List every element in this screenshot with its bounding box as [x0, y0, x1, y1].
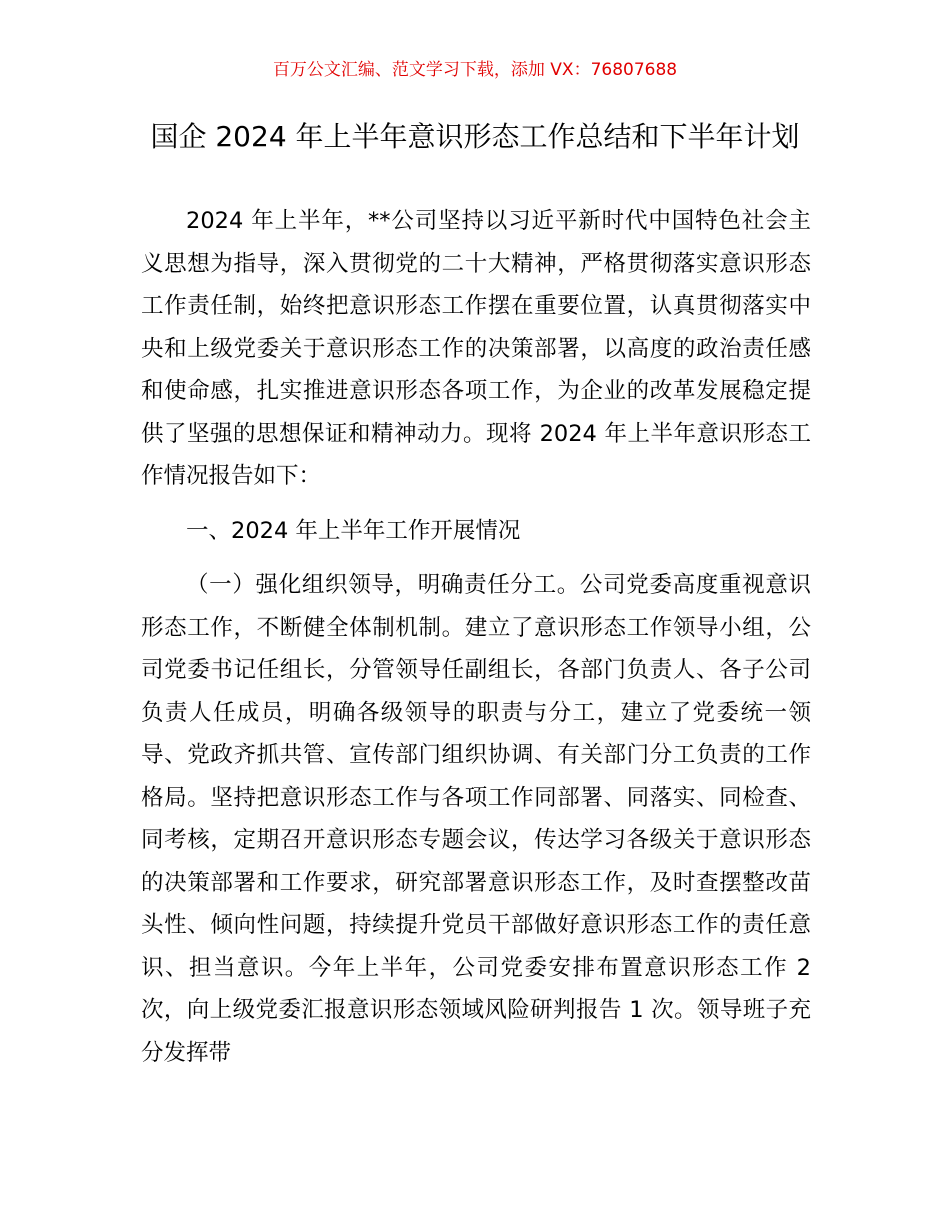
section-heading: 一、2024 年上半年工作开展情况 — [186, 517, 521, 544]
header-banner: 百万公文汇编、范文学习下载，添加 VX：76807688 — [272, 60, 678, 80]
section-paragraph: （一）强化组织领导，明确责任分工。公司党委高度重视意识形态工作，不断健全体制机制。建立了意识形态工作领导小组，公司党委书记任组长，分管领导任副组长，各部门负责人、各子公司负责人任成员，明确各级领导的职责与分工，建立了党委统一领导、党政齐抓共管、宣传部门组织协调、有关部门分工负责的工作格局。坚持把意识形态工作与各项工作同部署、同落实、同检查、同考核，定期召开意识形态专题会议，传达学习各级关于意识形态的决策部署和工作要求，研究部署意识形态工作，及时查摆整改苗头性、倾向性问题，持续提升党员干部做好意识形态工作的责任意识、担当意识。今年上半年，公司党委安排布置意识形态工作 2 次，向上级党委汇报意识形态领域风险研判报告 1 次。领导班子充分发挥带 — [141, 572, 811, 1066]
document-body — [141, 200, 811, 1074]
document-title: 国企 2024 年上半年意识形态工作总结和下半年计划 — [150, 120, 800, 153]
intro-paragraph: 2024 年上半年，**公司坚持以习近平新时代中国特色社会主义思想为指导，深入贯彻党的二十大精神，严格贯彻落实意识形态工作责任制，始终把意识形态工作摆在重要位置，认真贯彻落实中央和上级党委关于意识形态工作的决策部署，以高度的政治责任感和使命感，扎实推进意识形态各项工作，为企业的改革发展稳定提供了坚强的思想保证和精神动力。现将 2024 年上半年意识形态工作情况报告如下： — [141, 208, 811, 489]
